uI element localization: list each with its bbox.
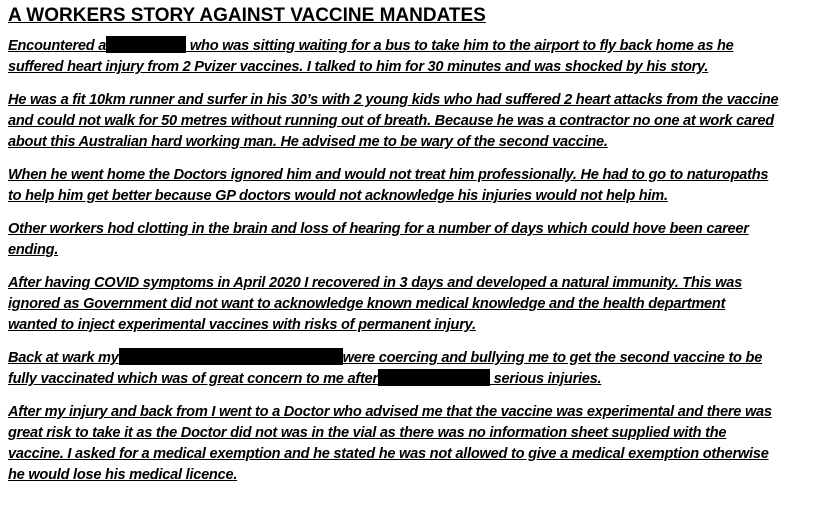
paragraph-line	[8, 369, 820, 390]
paragraph-line: about this Australian hard working man. He advised me to be wary of the second vaccine.	[8, 134, 608, 150]
redaction-block	[378, 369, 490, 386]
paragraph-line: suffered heart injury from 2 Pvizer vaccines. I talked to him for 30 minutes and was shocked by his story.	[8, 59, 709, 75]
paragraph-line: He was a fit 10km runner and surfer in his 30’s with 2 young kids who had suffered 2 heart attacks from the vaccine	[8, 92, 779, 108]
paragraph-line: wanted to inject experimental vaccines with risks of permanent injury.	[8, 317, 476, 333]
paragraph-line: After my injury and back from I went to a Doctor who advised me that the vaccine was experimental and there was	[8, 404, 772, 420]
paragraph-line: Other workers hod clotting in the brain and loss of hearing for a number of days which could hove been career	[8, 221, 749, 237]
paragraph-line	[8, 36, 820, 57]
paragraph-runner	[8, 90, 820, 153]
paragraph-line: When he went home the Doctors ignored him and would not treat him professionally. He had to go to naturopaths	[8, 167, 769, 183]
paragraph-line: After having COVID symptoms in April 2020 I recovered in 3 days and developed a natural immunity. This was	[8, 275, 742, 291]
paragraph-line	[8, 348, 820, 369]
paragraph-line: great risk to take it as the Doctor did not was in the vial as there was no information sheet supplied with the	[8, 425, 727, 441]
paragraph-other-workers	[8, 219, 820, 261]
paragraph-back-at-work	[8, 348, 820, 390]
text-run: were coercing and bullying me to get the second vaccine to be	[342, 350, 763, 366]
document-title: A WORKERS STORY AGAINST VACCINE MANDATES	[8, 5, 486, 26]
redaction-block	[106, 36, 186, 53]
text-run: who was sitting waiting for a bus to take him to the airport to fly back home as he	[186, 38, 734, 54]
paragraph-line: ending.	[8, 242, 59, 258]
paragraph-line: and could not walk for 50 metres without running out of breath. Because he was a contractor no one at work cared	[8, 113, 774, 129]
paragraph-covid-symptoms	[8, 273, 820, 336]
redaction-block	[119, 348, 343, 365]
paragraph-line: he would lose his medical licence.	[8, 467, 238, 483]
paragraph-doctors	[8, 165, 820, 207]
text-run: Back at wark my	[8, 350, 119, 366]
paragraph-encounter	[8, 36, 820, 78]
text-run: Encountered a	[8, 38, 107, 54]
text-run: fully vaccinated which was of great concern to me after	[8, 371, 378, 387]
text-run: serious injuries.	[489, 371, 602, 387]
paragraph-medical-exemption	[8, 402, 820, 486]
paragraph-line: vaccine. I asked for a medical exemption and he stated he was not allowed to give a medical exemption otherwise	[8, 446, 769, 462]
paragraph-line: to help him get better because GP doctors would not acknowledge his injuries would not help him.	[8, 188, 668, 204]
paragraph-line: ignored as Government did not want to acknowledge known medical knowledge and the health department	[8, 296, 726, 312]
document-page	[8, 4, 820, 498]
